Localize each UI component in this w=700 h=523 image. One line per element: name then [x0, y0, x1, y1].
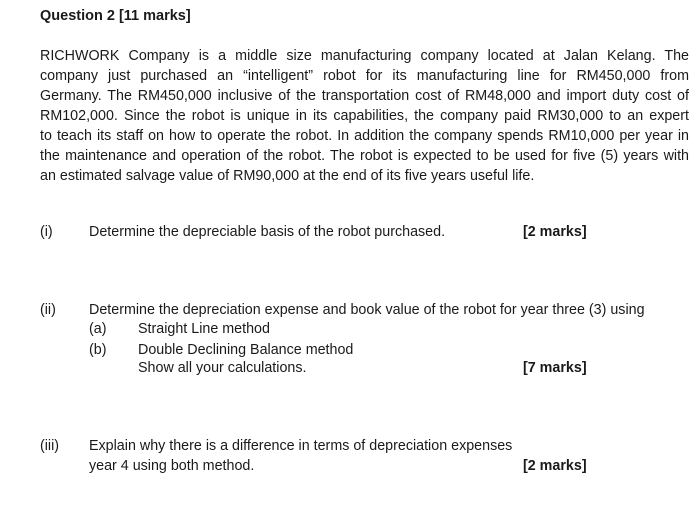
- paragraph-line: RICHWORK Company is a middle size manufacturing company located at Jalan Kelang. The: [40, 48, 689, 64]
- marks-ii: [7 marks]: [523, 360, 587, 376]
- paragraph-line: the maintenance and operation of the robot. The robot is expected to be used for five (5) years with: [40, 148, 689, 164]
- question-heading: Question 2 [11 marks]: [40, 8, 191, 24]
- sub-text-a: Straight Line method: [138, 321, 270, 337]
- paragraph-line: to teach its staff on how to operate the robot. In addition the company spends RM10,000 per year in: [40, 128, 689, 144]
- calc-note: Show all your calculations.: [138, 360, 307, 376]
- marks-i: [2 marks]: [523, 224, 587, 240]
- marks-iii: [2 marks]: [523, 458, 587, 474]
- paragraph-line: RM102,000. Since the robot is unique in its capabilities, the company paid RM30,000 to an expert: [40, 108, 689, 124]
- question-text-i: Determine the depreciable basis of the robot purchased.: [89, 224, 446, 240]
- sub-label-a: (a): [89, 321, 107, 337]
- sub-label-b: (b): [89, 342, 107, 358]
- paragraph-line: Germany. The RM450,000 inclusive of the transportation cost of RM48,000 and import duty cost of: [40, 88, 689, 104]
- question-text-ii: Determine the depreciation expense and book value of the robot for year three (3) using: [89, 302, 645, 318]
- question-text-iii-line1: Explain why there is a difference in terms of depreciation expenses: [89, 438, 513, 454]
- case-paragraph: [40, 46, 689, 186]
- question-number-ii: (ii): [40, 302, 56, 318]
- question-number-iii: (iii): [40, 438, 60, 454]
- paragraph-line: an estimated salvage value of RM90,000 at the end of its five years useful life.: [40, 168, 535, 184]
- question-number-i: (i): [40, 224, 53, 240]
- sub-text-b: Double Declining Balance method: [138, 342, 354, 358]
- paragraph-line: company just purchased an “intelligent” robot for its manufacturing line for RM450,000 from: [40, 68, 689, 84]
- question-text-iii-line2: year 4 using both method.: [89, 458, 255, 474]
